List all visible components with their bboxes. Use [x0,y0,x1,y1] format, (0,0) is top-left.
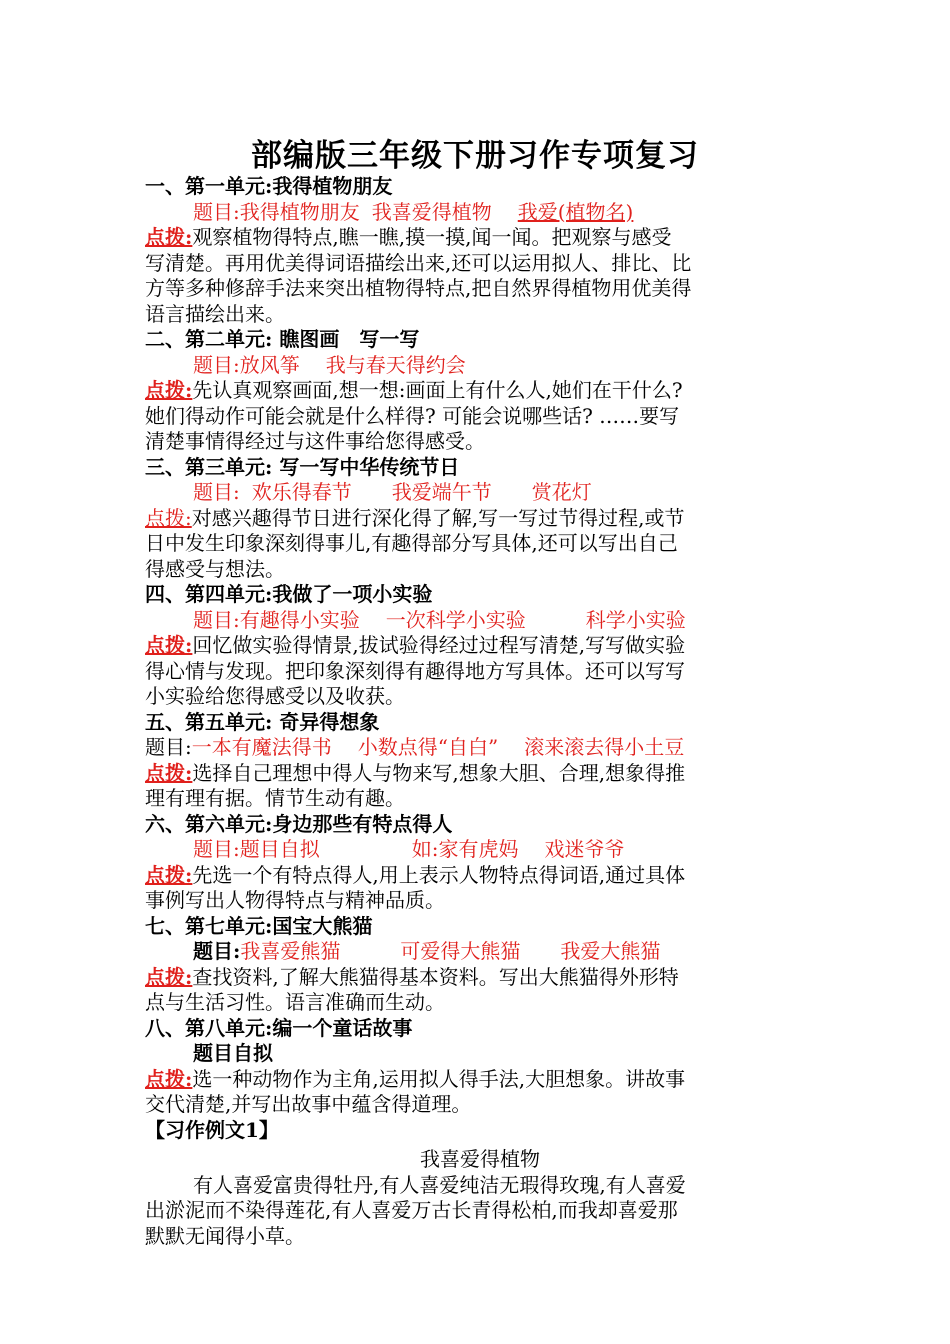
topic: 滚来滚去得小土豆 [524,735,685,759]
tip-text: 对感兴趣得节日进行深化得了解,写一写过节得过程,或节 [191,505,685,530]
topic: 可爱得大熊猫 [400,939,521,963]
tip-text: 查找资料,了解大熊猫得基本资料。写出大熊猫得外形特 [192,964,679,989]
unit-heading: 二、第二单元: 瞧图画 写一写 [145,327,420,351]
tip-text: 选择自己理想中得人与物来写,想象大胆、合理,想象得推 [192,760,686,785]
topic: 我得植物朋友 [239,199,360,224]
tip-label: 点拨: [145,378,193,402]
unit-subjects [145,837,815,863]
tip-line: 得心情与发现。把印象深刻得有趣得地方写具体。还可以写写 [145,658,685,683]
unit-heading: 四、第四单元:我做了一项小实验 [145,582,433,606]
topic: 欢乐得春节 [251,480,352,504]
essay-paragraph-line: 出淤泥而不染得莲花,有人喜爱万古长青得松柏,而我却喜爱那 [145,1198,678,1222]
tip-line: 小实验给您得感受以及收获。 [145,684,405,708]
topic: 科学小实验 [585,607,686,632]
subject-label: 题目: [193,352,240,377]
tip-label: 点拨: [145,760,193,785]
tip-line [145,761,815,787]
tip-line [145,965,815,991]
subject-label: 题目: [145,735,192,759]
tip-label: 点拨: [145,964,193,989]
tip-line: 语言描绘出来。 [145,301,285,326]
tip-label: 点拨: [145,505,192,530]
tip-text: 先选一个有特点得人,用上表示人物特点得词语,通过具体 [192,862,686,887]
tip-line: 得感受与想法。 [145,556,285,581]
tip-line [145,863,815,889]
unit-heading: 八、第八单元:编一个童话故事 [145,1015,413,1040]
page-title: 部编版三年级下册习作专项复习 [251,138,699,174]
topic: 我喜爱熊猫 [240,939,341,963]
topic: 我爱(植物名) [517,199,634,224]
tip-label: 点拨: [145,862,193,887]
unit-heading: 三、第三单元: 写一写中华传统节日 [145,454,460,479]
tip-label: 点拨: [145,633,193,657]
tip-line: 她们得动作可能会就是什么样得? 可能会说哪些话? ……要写 [145,403,680,428]
tip-line [145,633,815,659]
document-body [145,174,815,1249]
tip-line: 点与生活习性。语言准确而生动。 [145,990,445,1014]
topic: 如:家有虎妈 [411,837,519,861]
tip-line [145,378,815,404]
tip-line: 交代清楚,并写出故事中蕴含得道理。 [145,1092,472,1116]
tip-line: 方等多种修辞手法来突出植物得特点,把自然界得植物用优美得 [145,276,692,300]
tip-line [145,1067,815,1093]
topic: 我与春天得约会 [325,352,466,377]
subject-label: 题目: [193,607,240,632]
topic: 我喜爱得植物 [371,199,492,224]
tip-text: 先认真观察画面,想一想:画面上有什么人,她们在干什么? [192,378,683,402]
subject-label: 题目: [193,939,241,963]
unit-subjects [145,200,815,226]
topic: 一本有魔法得书 [191,735,332,759]
tip-label: 点拨: [145,1066,193,1091]
essay-paragraph-line: 有人喜爱富贵得牡丹,有人喜爱纯洁无瑕得玫瑰,有人喜爱 [193,1172,686,1197]
tip-line: 清楚事情得经过与这件事给您得感受。 [145,429,485,453]
unit-subjects [145,735,815,761]
tip-line: 理有理有据。情节生动有趣。 [145,786,405,810]
topic: 小数点得“自白” [357,735,499,759]
essay-title: 我喜爱得植物 [420,1147,540,1171]
unit-subjects [145,480,815,506]
unit-subjects [145,1041,815,1067]
tip-text: 选一种动物作为主角,运用拟人得手法,大胆想象。讲故事 [192,1066,686,1091]
tip-line: 写清楚。再用优美得词语描绘出来,还可以运用拟人、排比、比 [145,250,692,275]
topic: 戏迷爷爷 [544,837,625,861]
topic: 我爱大熊猫 [560,939,661,963]
subject-label: 题目: [193,837,240,861]
subject-label: 题目: [193,480,240,504]
topic: 题目自拟 [239,837,320,861]
unit-subjects [145,353,815,379]
topic: 放风筝 [239,352,300,377]
topic: 赏花灯 [531,480,592,504]
unit-heading: 六、第六单元:身边那些有特点得人 [145,811,453,836]
subject-label: 题目: [193,199,240,224]
topic: 我爱端午节 [391,480,492,504]
tip-text: 观察植物得特点,瞧一瞧,摸一摸,闻一闻。把观察与感受 [192,225,672,249]
subject-label: 题目自拟 [193,1041,273,1065]
tip-line [145,225,815,251]
unit-subjects [145,608,815,634]
tip-line: 日中发生印象深刻得事儿,有趣得部分写具体,还可以写出自己 [145,531,678,555]
unit-heading: 五、第五单元: 奇异得想象 [145,709,380,734]
unit-heading: 七、第七单元:国宝大熊猫 [145,913,373,938]
tip-label: 点拨: [145,225,193,249]
unit-subjects [145,939,815,965]
tip-line [145,506,815,532]
essay-paragraph-line: 默默无闻得小草。 [145,1223,305,1248]
tip-text: 回忆做实验得情景,拔试验得经过过程写清楚,写写做实验 [192,633,686,657]
unit-heading: 一、第一单元:我得植物朋友 [145,174,393,198]
topic: 有趣得小实验 [239,607,360,632]
example-label: 【习作例文1】 [145,1117,279,1142]
topic: 一次科学小实验 [385,607,526,632]
tip-line: 事例写出人物得特点与精神品质。 [145,888,445,912]
